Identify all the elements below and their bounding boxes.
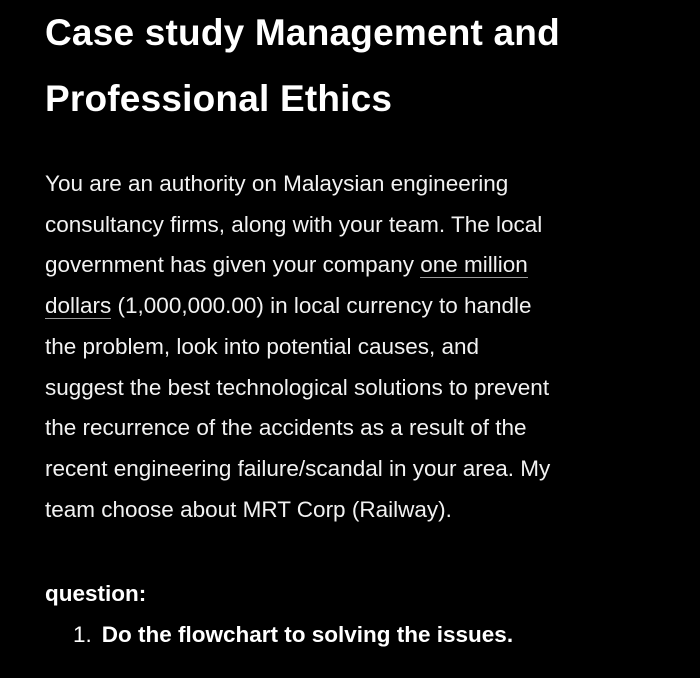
text-line: You are an authority on Malaysian engineering [45,171,509,196]
text-segment: government has given your company [45,252,421,278]
title-line-2: Professional Ethics [45,78,393,119]
underlined-phrase: one million [420,252,528,278]
text-line: suggest the best technological solutions to prevent [45,374,550,400]
title-line-1: Case study Management and [45,12,560,53]
text-line: recent engineering failure/scandal in your area. My [45,455,551,481]
text-segment: (1,000,000.00) in local currency to handle [111,293,532,319]
question-label: question: [45,581,147,606]
text-line: the problem, look into potential causes, and [45,333,480,359]
case-description [45,164,550,530]
text-line [45,245,550,286]
item-number: 1. [73,622,92,647]
underlined-phrase: dollars [45,293,112,319]
item-text: Do the flowchart to solving the issues. [101,622,514,647]
text-line: team choose about MRT Corp (Railway). [45,496,452,522]
text-line: consultancy firms, along with your team. The local [45,211,543,237]
text-line [45,286,550,327]
question-item [73,615,513,655]
page-title [45,0,560,132]
text-line: the recurrence of the accidents as a result of the [45,415,527,441]
